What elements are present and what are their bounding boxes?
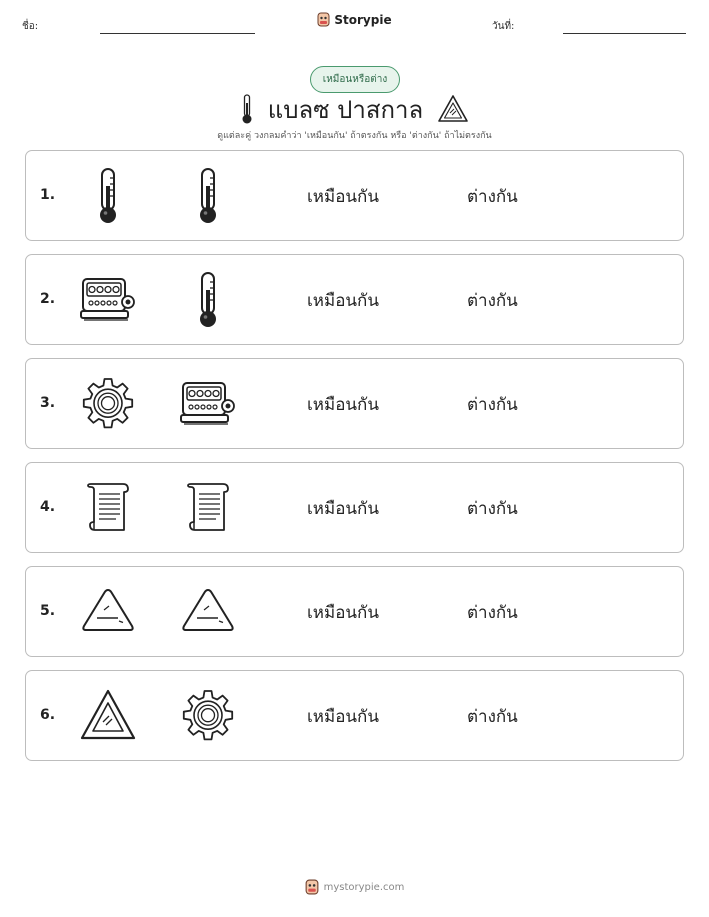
option-different[interactable]: ต่างกัน <box>467 291 518 311</box>
page-title: แบลซ ปาสกาล <box>267 95 424 124</box>
option-same[interactable]: เหมือนกัน <box>307 187 379 207</box>
option-same[interactable]: เหมือนกัน <box>307 499 379 519</box>
calculating-machine-icon <box>78 270 138 330</box>
triangle-prism-icon <box>78 582 138 642</box>
scroll-icon <box>78 478 138 538</box>
storypie-logo-icon <box>305 879 319 895</box>
gear-icon <box>78 374 138 434</box>
option-same[interactable]: เหมือนกัน <box>307 603 379 623</box>
option-different[interactable]: ต่างกัน <box>467 187 518 207</box>
question-number: 4. <box>40 499 56 515</box>
scroll-icon <box>178 478 238 538</box>
footer-url: mystorypie.com <box>323 881 405 893</box>
question-row <box>25 566 684 657</box>
option-different[interactable]: ต่างกัน <box>467 603 518 623</box>
worksheet-type-badge: เหมือนหรือต่าง <box>310 66 400 93</box>
option-same[interactable]: เหมือนกัน <box>307 395 379 415</box>
option-different[interactable]: ต่างกัน <box>467 395 518 415</box>
question-row <box>25 670 684 761</box>
option-different[interactable]: ต่างกัน <box>467 499 518 519</box>
question-row <box>25 254 684 345</box>
option-same[interactable]: เหมือนกัน <box>307 291 379 311</box>
thermometer-icon <box>178 270 238 330</box>
option-different[interactable]: ต่างกัน <box>467 707 518 727</box>
question-number: 3. <box>40 395 56 411</box>
date-label: วันที่: <box>492 21 515 32</box>
question-row <box>25 358 684 449</box>
question-number: 2. <box>40 291 56 307</box>
instructions: ดูแต่ละคู่ วงกลมคำว่า 'เหมือนกัน' ถ้าตรงกัน หรือ 'ต่างกัน' ถ้าไม่ตรงกัน <box>217 131 492 141</box>
question-number: 5. <box>40 603 56 619</box>
name-label: ชื่อ: <box>22 21 39 32</box>
question-number: 6. <box>40 707 56 723</box>
option-same[interactable]: เหมือนกัน <box>307 707 379 727</box>
question-row <box>25 462 684 553</box>
brand-name: Storypie <box>334 12 392 27</box>
calculating-machine-icon <box>178 374 238 434</box>
triangle-prism-icon <box>178 582 238 642</box>
title-row <box>0 91 709 127</box>
question-number: 1. <box>40 187 56 203</box>
brand <box>0 12 709 31</box>
gear-icon <box>178 686 238 746</box>
name-input-line[interactable] <box>100 33 255 34</box>
question-row <box>25 150 684 241</box>
footer <box>0 879 709 899</box>
thermometer-icon <box>178 166 238 226</box>
date-input-line[interactable] <box>563 33 686 34</box>
thermometer-icon <box>78 166 138 226</box>
triangle-icon <box>78 686 138 746</box>
thermometer-icon <box>240 93 254 125</box>
storypie-logo-icon <box>317 12 330 27</box>
triangle-icon <box>437 94 469 124</box>
